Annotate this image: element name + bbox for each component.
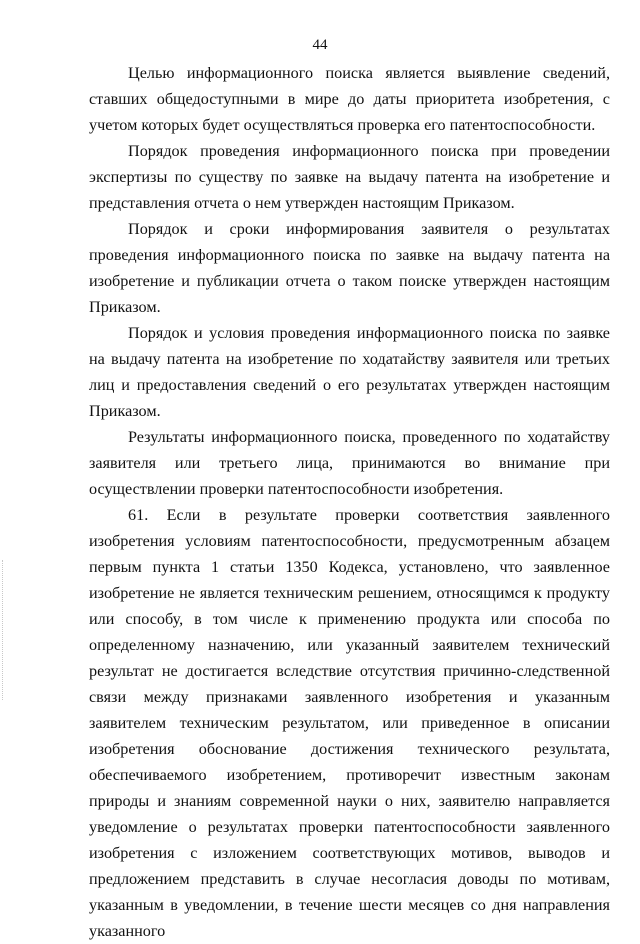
- page-number: 44: [312, 37, 328, 53]
- paragraph-search-procedure: Порядок проведения информационного поиска при проведении экспертизы по существу по заявке на выдачу патента на изобретение и представления отчета о нем утвержден настоящим Приказом.: [89, 142, 610, 212]
- paragraph-search-results: Результаты информационного поиска, проведенного по ходатайству заявителя или третьего лица, принимаются во внимание при осуществлении проверки патентоспособности изобретения.: [89, 428, 610, 498]
- paragraph-clause-61: 61. Если в результате проверки соответствия заявленного изобретения условиям патентоспособности, предусмотренным абзацем первым пункта 1 статьи 1350 Кодекса, установлено, что заявленное изобретение не является техническим решением, относящимся к продукту или способу, в том числе к применению продукта или способа по определенному назначению, или указанный заявителем технический результат не достигается вследствие отсутствия причинно-следственной связи между признаками заявленного изобретения и указанным заявителем техническим результатом, или приведенное в описании изобретения обоснование достижения технического результата, обеспечиваемого изобретением, противоречит известным законам природы и знаниям современной науки о них, заявителю направляется уведомление о результатах проверки патентоспособности заявленного изобретения с изложением соответствующих мотивов, выводов и предложением представить в случае несогласия доводы по мотивам, указанным в уведомлении, в течение шести месяцев со дня направления указанного: [89, 506, 610, 940]
- scan-edge-mark: [2, 560, 4, 700]
- paragraph-search-purpose: Целью информационного поиска является выявление сведений, ставших общедоступными в мире до даты приоритета изобретения, с учетом которых будет осуществляться проверка его патентоспособности.: [89, 64, 610, 134]
- paragraph-notification-terms: Порядок и сроки информирования заявителя о результатах проведения информационного поиска по заявке на выдачу патента на изобретение и публикации отчета о таком поиске утвержден настоящим Приказом.: [89, 220, 610, 316]
- paragraph-search-conditions: Порядок и условия проведения информационного поиска по заявке на выдачу патента на изобретение по ходатайству заявителя или третьих лиц и предоставления сведений о его результатах утвержден настоящим Приказом.: [89, 324, 610, 420]
- body-text: [89, 60, 610, 944]
